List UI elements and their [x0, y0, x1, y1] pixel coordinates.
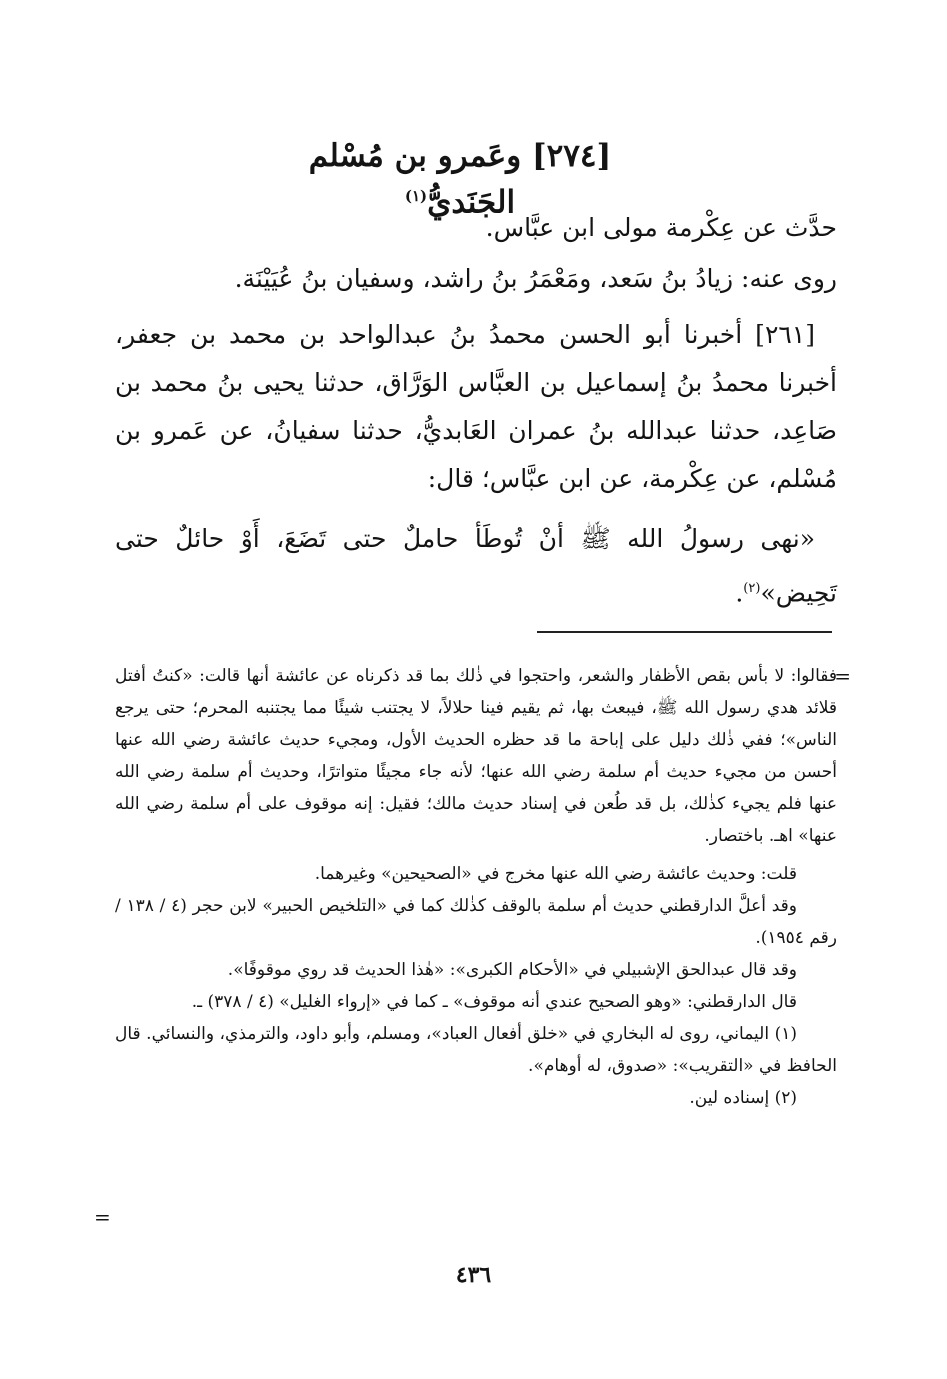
footnote-note-c: وقد قال عبدالحق الإشبيلي في «الأحكام الكبرى»: «هٰذا الحديث قد روي موقوفًا».	[227, 960, 797, 980]
isnad-paragraph: [٢٦١] أخبرنا أبو الحسن محمدُ بنُ عبدالواحد بن محمد بن جعفر، أخبرنا محمدُ بنُ إسماعيل بن العبَّاس الوَرَّاق، حدثنا يحيى بنُ محمد بن صَاعِد، حدثنا عبدالله بنُ عمران العَابديُّ، حدثنا سفيانُ، عن عَمرو بن مُسْلم، عن عِكْرمة، عن ابن عبَّاس؛ قال:	[115, 320, 837, 493]
page-number: ٤٣٦	[455, 1262, 492, 1288]
hadith-end: .	[735, 578, 744, 608]
entry-heading-text: [٢٧٤] وعَمرو بن مُسْلم الجَنَديُّ	[308, 138, 612, 221]
continued-mark: =	[834, 664, 851, 688]
footnote-1: (١) اليماني، روى له البخاري في «خلق أفعال العباد»، ومسلم، وأبو داود، والترمذي، والنسائي. قال الحافظ في «التقريب»: «صدوق، له أوهام».	[115, 1024, 837, 1076]
hadith-footnote-ref: (٢)	[743, 581, 761, 596]
next-page-mark: =	[94, 1205, 111, 1229]
footnote-2: (٢) إسناده لين.	[689, 1088, 797, 1108]
narrated-from-line: حدَّث عن عِكْرمة مولى ابن عبَّاس.	[485, 213, 837, 242]
footnote-separator	[537, 631, 832, 633]
hadith-text	[115, 514, 837, 618]
heading-footnote-ref: (١)	[404, 187, 428, 205]
footnote-note-d: قال الدارقطني: «وهو الصحيح عندي أنه موقوف» ـ كما في «إرواء الغليل» (٤ / ٣٧٨) ـ.	[191, 992, 797, 1012]
footnotes-block	[115, 660, 837, 1114]
narrators-line: روى عنه: زيادُ بنُ سَعد، ومَعْمَرُ بنُ راشد، وسفيان بنُ عُيَيْنَة.	[234, 264, 837, 293]
footnote-continued-text: فقالوا: لا بأس بقص الأظفار والشعر، واحتجوا في ذٰلك بما قد ذكرناه عن عائشة أنها قالت: «كنتُ أفتل قلائد هدي رسول الله ﷺ، فيبعث بها، ثم يقيم فينا حلالاً، لا يجتنب شيئًا مما يجتنبه المحرم؛ حتى يرجع الناس»؛ ففي ذٰلك دليل على إباحة ما قد حظره الحديث الأول، ومجيء حديث عائشة رضي الله عنها أحسن من مجيء حديث أم سلمة رضي الله عنها؛ لأنه جاء مجيئًا متواترًا، وحديث أم سلمة رضي الله عنها فلم يجيء كذٰلك، بل قد طُعن في إسناد حديث مالك؛ فقيل: إنه موقوف على أم سلمة رضي الله عنها» اهـ. باختصار.	[115, 666, 837, 846]
footnote-note-b: وقد أعلَّ الدارقطني حديث أم سلمة بالوقف كذٰلك كما في «التلخيص الحبير» لابن حجر (٤ / ١٣٨ / رقم ١٩٥٤).	[115, 896, 837, 948]
footnote-note-a: قلت: وحديث عائشة رضي الله عنها مخرج في «الصحيحين» وغيرهما.	[314, 864, 797, 884]
hadith-body: «نهى رسولُ الله ﷺ أنْ تُوطَأ حاملٌ حتى تَضَعَ، أَوْ حائلٌ حتى تَحِيض»	[115, 524, 837, 608]
